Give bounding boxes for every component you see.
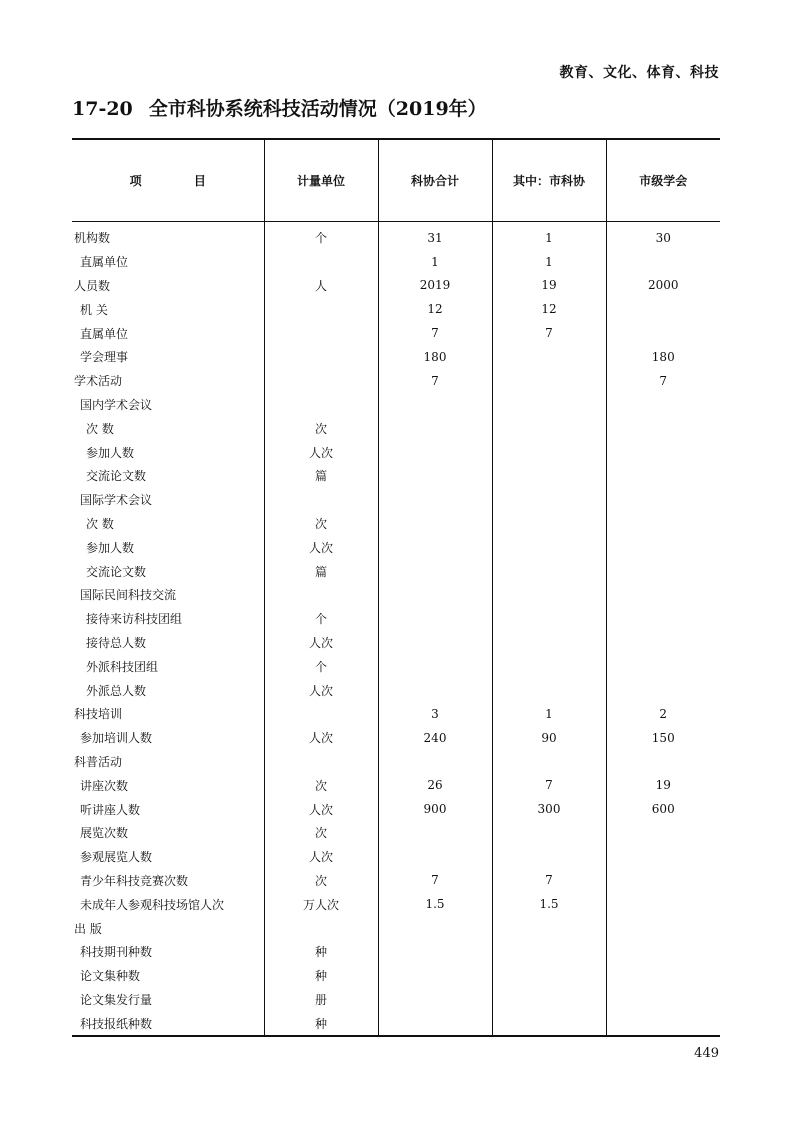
row-item-label: 未成年人参观科技场馆人次 xyxy=(80,897,225,912)
table-row xyxy=(72,345,720,369)
row-unit: 次 xyxy=(264,869,378,893)
row-city-value xyxy=(492,393,606,417)
row-total-value xyxy=(378,964,492,988)
row-item-label: 人员数 xyxy=(74,278,111,293)
row-item-label: 国际学术会议 xyxy=(80,493,153,508)
header-unit: 计量单位 xyxy=(264,139,378,222)
row-item-label: 直属单位 xyxy=(80,326,129,341)
row-item-label: 次 数 xyxy=(86,421,114,436)
row-society-value: 180 xyxy=(606,345,720,369)
header-municipal-society: 市级学会 xyxy=(606,139,720,222)
row-item-label: 学会理事 xyxy=(80,350,129,365)
row-city-value: 19 xyxy=(492,274,606,298)
row-society-value xyxy=(606,535,720,559)
row-total-value: 240 xyxy=(378,726,492,750)
row-total-value xyxy=(378,393,492,417)
table-row xyxy=(72,702,720,726)
statistics-table xyxy=(72,138,720,1037)
row-total-value xyxy=(378,607,492,631)
table-row xyxy=(72,940,720,964)
row-unit xyxy=(264,702,378,726)
row-society-value xyxy=(606,297,720,321)
table-body xyxy=(72,222,720,1037)
table-row xyxy=(72,845,720,869)
row-city-value xyxy=(492,559,606,583)
row-total-value xyxy=(378,654,492,678)
row-unit: 人 xyxy=(264,274,378,298)
row-item-label: 参加人数 xyxy=(86,445,135,460)
table-row xyxy=(72,440,720,464)
table-row xyxy=(72,773,720,797)
row-society-value xyxy=(606,393,720,417)
row-total-value: 3 xyxy=(378,702,492,726)
row-unit: 人次 xyxy=(264,631,378,655)
row-city-value xyxy=(492,369,606,393)
row-city-value xyxy=(492,583,606,607)
row-unit: 个 xyxy=(264,654,378,678)
row-total-value xyxy=(378,988,492,1012)
row-total-value xyxy=(378,940,492,964)
row-item-label: 参加人数 xyxy=(86,540,135,555)
row-unit xyxy=(264,583,378,607)
row-society-value xyxy=(606,440,720,464)
row-unit xyxy=(264,345,378,369)
row-item-label: 论文集种数 xyxy=(80,969,141,984)
row-unit: 人次 xyxy=(264,535,378,559)
row-item-label: 论文集发行量 xyxy=(80,992,153,1007)
row-total-value xyxy=(378,845,492,869)
row-society-value xyxy=(606,512,720,536)
row-item-label: 学术活动 xyxy=(74,374,123,389)
row-total-value xyxy=(378,916,492,940)
section-label: 教育、文化、体育、科技 xyxy=(559,65,719,81)
row-city-value xyxy=(492,345,606,369)
row-society-value xyxy=(606,559,720,583)
row-city-value: 90 xyxy=(492,726,606,750)
row-city-value xyxy=(492,440,606,464)
row-total-value xyxy=(378,559,492,583)
table-row xyxy=(72,559,720,583)
row-unit: 次 xyxy=(264,773,378,797)
row-unit: 人次 xyxy=(264,726,378,750)
row-total-value xyxy=(378,488,492,512)
table-row xyxy=(72,535,720,559)
row-city-value: 1 xyxy=(492,702,606,726)
table-title: 全市科协系统科技活动情况（2019年） xyxy=(148,98,487,120)
row-item-label: 青少年科技竞赛次数 xyxy=(80,873,189,888)
row-city-value xyxy=(492,512,606,536)
table-row xyxy=(72,750,720,774)
row-item-label: 国际民间科技交流 xyxy=(80,588,177,603)
table-row xyxy=(72,678,720,702)
row-city-value: 12 xyxy=(492,297,606,321)
row-city-value xyxy=(492,1011,606,1036)
row-unit: 万人次 xyxy=(264,892,378,916)
row-total-value: 1.5 xyxy=(378,892,492,916)
row-city-value: 7 xyxy=(492,869,606,893)
table-number: 17-20 xyxy=(72,98,133,120)
row-item-label: 接待来访科技团组 xyxy=(86,612,183,627)
table-row xyxy=(72,916,720,940)
row-society-value: 2 xyxy=(606,702,720,726)
table-row xyxy=(72,964,720,988)
row-unit: 人次 xyxy=(264,845,378,869)
table-header-row xyxy=(72,139,720,222)
row-total-value xyxy=(378,1011,492,1036)
table-row xyxy=(72,393,720,417)
row-city-value xyxy=(492,607,606,631)
row-society-value xyxy=(606,869,720,893)
table-row xyxy=(72,797,720,821)
row-city-value xyxy=(492,488,606,512)
row-city-value xyxy=(492,416,606,440)
row-society-value xyxy=(606,892,720,916)
row-city-value xyxy=(492,916,606,940)
statistics-table-container xyxy=(72,138,720,1037)
table-row xyxy=(72,222,720,250)
row-total-value xyxy=(378,583,492,607)
row-city-value xyxy=(492,964,606,988)
row-item-label: 外派总人数 xyxy=(86,683,147,698)
row-city-value: 1 xyxy=(492,250,606,274)
row-society-value xyxy=(606,964,720,988)
row-city-value xyxy=(492,678,606,702)
row-city-value: 7 xyxy=(492,321,606,345)
row-total-value: 12 xyxy=(378,297,492,321)
table-row xyxy=(72,821,720,845)
table-row xyxy=(72,654,720,678)
row-item-label: 听讲座人数 xyxy=(80,802,141,817)
row-item-label: 次 数 xyxy=(86,516,114,531)
row-item-label: 参观展览人数 xyxy=(80,850,153,865)
row-item-label: 科普活动 xyxy=(74,754,123,769)
row-city-value xyxy=(492,750,606,774)
row-total-value xyxy=(378,464,492,488)
row-item-label: 科技培训 xyxy=(74,707,123,722)
table-row xyxy=(72,297,720,321)
row-society-value xyxy=(606,607,720,631)
row-unit: 人次 xyxy=(264,678,378,702)
table-row xyxy=(72,488,720,512)
page-number: 449 xyxy=(694,1046,719,1061)
row-unit: 篇 xyxy=(264,559,378,583)
row-unit: 册 xyxy=(264,988,378,1012)
row-unit xyxy=(264,393,378,417)
table-row xyxy=(72,583,720,607)
row-unit: 次 xyxy=(264,821,378,845)
row-society-value xyxy=(606,654,720,678)
row-total-value xyxy=(378,512,492,536)
row-total-value: 7 xyxy=(378,321,492,345)
row-society-value xyxy=(606,988,720,1012)
row-item-label: 机 关 xyxy=(80,302,108,317)
header-item: 项 目 xyxy=(72,139,264,222)
page-title xyxy=(72,94,487,121)
row-total-value xyxy=(378,678,492,702)
row-total-value xyxy=(378,750,492,774)
table-row xyxy=(72,607,720,631)
row-item-label: 外派科技团组 xyxy=(86,659,159,674)
row-city-value: 1 xyxy=(492,222,606,250)
row-unit: 种 xyxy=(264,1011,378,1036)
row-item-label: 展览次数 xyxy=(80,826,129,841)
row-unit: 个 xyxy=(264,222,378,250)
row-unit xyxy=(264,250,378,274)
row-item-label: 参加培训人数 xyxy=(80,731,153,746)
table-row xyxy=(72,631,720,655)
row-society-value xyxy=(606,940,720,964)
table-row xyxy=(72,416,720,440)
row-total-value: 1 xyxy=(378,250,492,274)
row-society-value xyxy=(606,321,720,345)
table-row xyxy=(72,369,720,393)
row-society-value: 150 xyxy=(606,726,720,750)
table-row xyxy=(72,274,720,298)
row-total-value: 900 xyxy=(378,797,492,821)
table-row xyxy=(72,1011,720,1036)
row-city-value xyxy=(492,464,606,488)
row-unit: 次 xyxy=(264,416,378,440)
row-unit xyxy=(264,297,378,321)
table-row xyxy=(72,512,720,536)
row-city-value xyxy=(492,535,606,559)
row-item-label: 直属单位 xyxy=(80,255,129,270)
table-row xyxy=(72,988,720,1012)
row-society-value: 7 xyxy=(606,369,720,393)
row-item-label: 科技报纸种数 xyxy=(72,1011,264,1036)
row-total-value: 180 xyxy=(378,345,492,369)
row-society-value xyxy=(606,750,720,774)
row-total-value xyxy=(378,535,492,559)
row-society-value xyxy=(606,821,720,845)
row-total-value xyxy=(378,631,492,655)
row-unit xyxy=(264,369,378,393)
row-society-value xyxy=(606,631,720,655)
row-society-value xyxy=(606,678,720,702)
row-society-value: 2000 xyxy=(606,274,720,298)
row-city-value xyxy=(492,631,606,655)
row-society-value xyxy=(606,845,720,869)
row-item-label: 出 版 xyxy=(74,921,102,936)
row-city-value xyxy=(492,821,606,845)
row-society-value xyxy=(606,1011,720,1036)
table-row xyxy=(72,464,720,488)
row-unit xyxy=(264,321,378,345)
row-item-label: 科技期刊种数 xyxy=(80,945,153,960)
row-item-label: 接待总人数 xyxy=(86,635,147,650)
row-unit xyxy=(264,488,378,512)
row-item-label: 机构数 xyxy=(74,231,111,246)
row-city-value: 7 xyxy=(492,773,606,797)
row-item-label: 交流论文数 xyxy=(86,564,147,579)
table-row xyxy=(72,321,720,345)
row-total-value: 26 xyxy=(378,773,492,797)
row-city-value: 1.5 xyxy=(492,892,606,916)
table-row xyxy=(72,892,720,916)
row-item-label: 国内学术会议 xyxy=(80,397,153,412)
row-total-value xyxy=(378,440,492,464)
row-unit: 个 xyxy=(264,607,378,631)
row-society-value xyxy=(606,464,720,488)
row-item-label: 交流论文数 xyxy=(86,469,147,484)
row-item-label: 讲座次数 xyxy=(80,778,129,793)
table-row xyxy=(72,250,720,274)
row-unit: 次 xyxy=(264,512,378,536)
row-unit: 种 xyxy=(264,940,378,964)
header-total: 科协合计 xyxy=(378,139,492,222)
row-total-value: 7 xyxy=(378,869,492,893)
row-city-value xyxy=(492,940,606,964)
row-society-value xyxy=(606,916,720,940)
row-city-value xyxy=(492,845,606,869)
row-total-value: 7 xyxy=(378,369,492,393)
row-city-value xyxy=(492,988,606,1012)
header-city-association: 其中：市科协 xyxy=(492,139,606,222)
row-total-value xyxy=(378,821,492,845)
row-total-value: 31 xyxy=(378,222,492,250)
row-unit xyxy=(264,916,378,940)
table-row xyxy=(72,726,720,750)
row-society-value xyxy=(606,488,720,512)
row-society-value: 19 xyxy=(606,773,720,797)
row-unit: 种 xyxy=(264,964,378,988)
row-unit: 人次 xyxy=(264,440,378,464)
row-total-value xyxy=(378,416,492,440)
row-city-value xyxy=(492,654,606,678)
row-unit xyxy=(264,750,378,774)
row-unit: 篇 xyxy=(264,464,378,488)
row-society-value xyxy=(606,250,720,274)
row-total-value: 2019 xyxy=(378,274,492,298)
row-society-value: 600 xyxy=(606,797,720,821)
table-row xyxy=(72,869,720,893)
row-society-value xyxy=(606,583,720,607)
row-society-value xyxy=(606,416,720,440)
row-unit: 人次 xyxy=(264,797,378,821)
row-city-value: 300 xyxy=(492,797,606,821)
row-society-value: 30 xyxy=(606,222,720,250)
